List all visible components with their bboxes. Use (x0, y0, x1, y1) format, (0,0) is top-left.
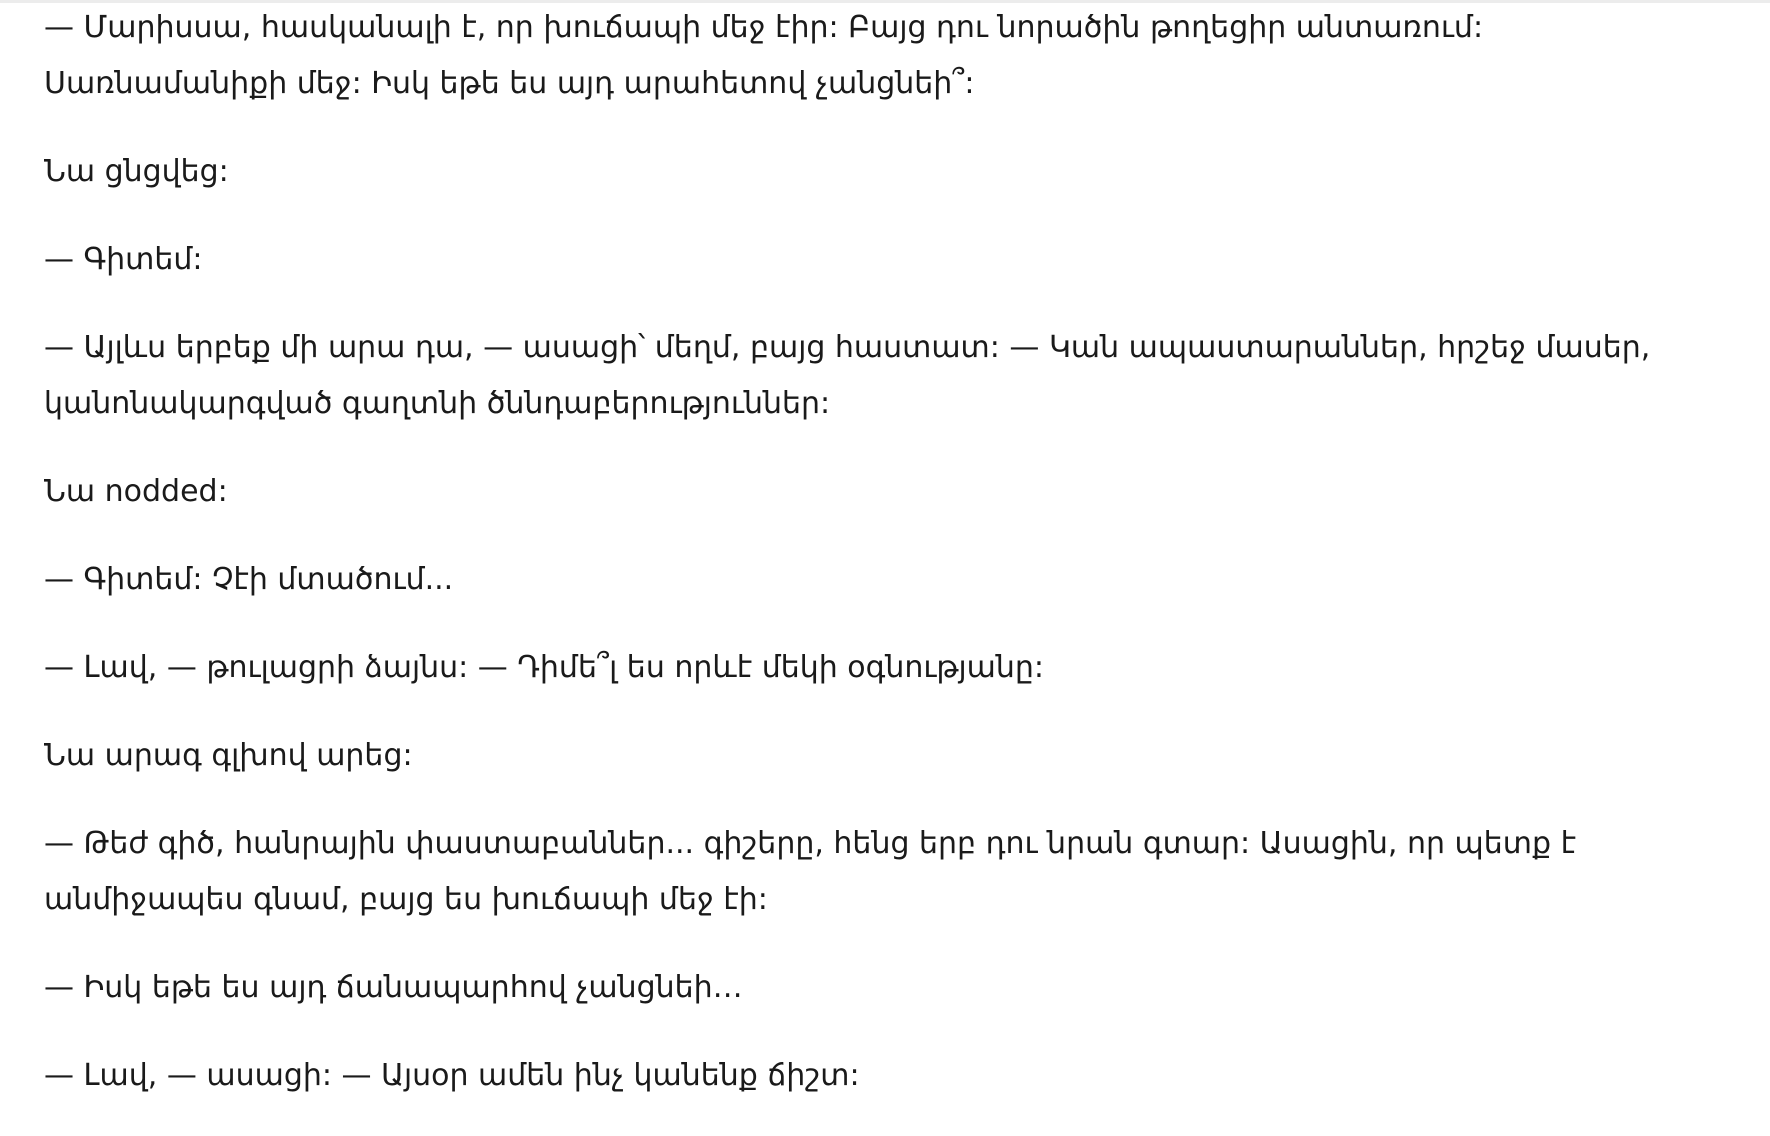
text-line: Նա արագ գլխով արեց: (44, 738, 413, 773)
paragraph-2 (44, 144, 1704, 200)
text-line: Նա nodded: (44, 474, 228, 509)
text-line: — Իսկ եթե ես այդ ճանապարհով չանցնեի… (44, 970, 743, 1005)
paragraph-4 (44, 320, 1704, 432)
paragraph-7 (44, 640, 1704, 696)
paragraph-6 (44, 552, 1704, 608)
text-line: — Մարիսսա, հասկանալի է, որ խուճապի մեջ էիր: Բայց դու նորածին թողեցիր անտառում: (44, 10, 1484, 45)
paragraph-3 (44, 232, 1704, 288)
text-line: կանոնակարգված գաղտնի ծննդաբերություններ: (44, 386, 831, 421)
text-line: — Լավ, — թուլացրի ձայնս: — Դիմե՞լ ես որևէ մեկի օգնությանը: (44, 650, 1045, 685)
paragraph-10 (44, 960, 1704, 1016)
text-line: Սառնամանիքի մեջ: Իսկ եթե ես այդ արահետով չանցնեի՞: (44, 66, 975, 101)
paragraph-8 (44, 728, 1704, 784)
document-body (44, 0, 1704, 1136)
paragraph-11 (44, 1048, 1704, 1104)
paragraph-5 (44, 464, 1704, 520)
text-line: — Այլևս երբեք մի արա դա, — ասացի՝ մեղմ, բայց հաստատ: — Կան ապաստարաններ, հրշեջ մասեր, (44, 330, 1651, 365)
text-line: — Թեժ գիծ, հանրային փաստաբաններ... գիշերը, հենց երբ դու նրան գտար: Ասացին, որ պետք է (44, 826, 1577, 861)
paragraph-1 (44, 0, 1704, 112)
text-line: — Գիտեմ: Չէի մտածում... (44, 562, 454, 597)
text-line: — Լավ, — ասացի: — Այսօր ամեն ինչ կանենք ճիշտ: (44, 1058, 860, 1093)
text-line: անմիջապես գնամ, բայց ես խուճապի մեջ էի: (44, 882, 768, 917)
text-line: — Գիտեմ: (44, 242, 203, 277)
text-line: Նա ցնցվեց: (44, 154, 229, 189)
paragraph-9 (44, 816, 1704, 928)
